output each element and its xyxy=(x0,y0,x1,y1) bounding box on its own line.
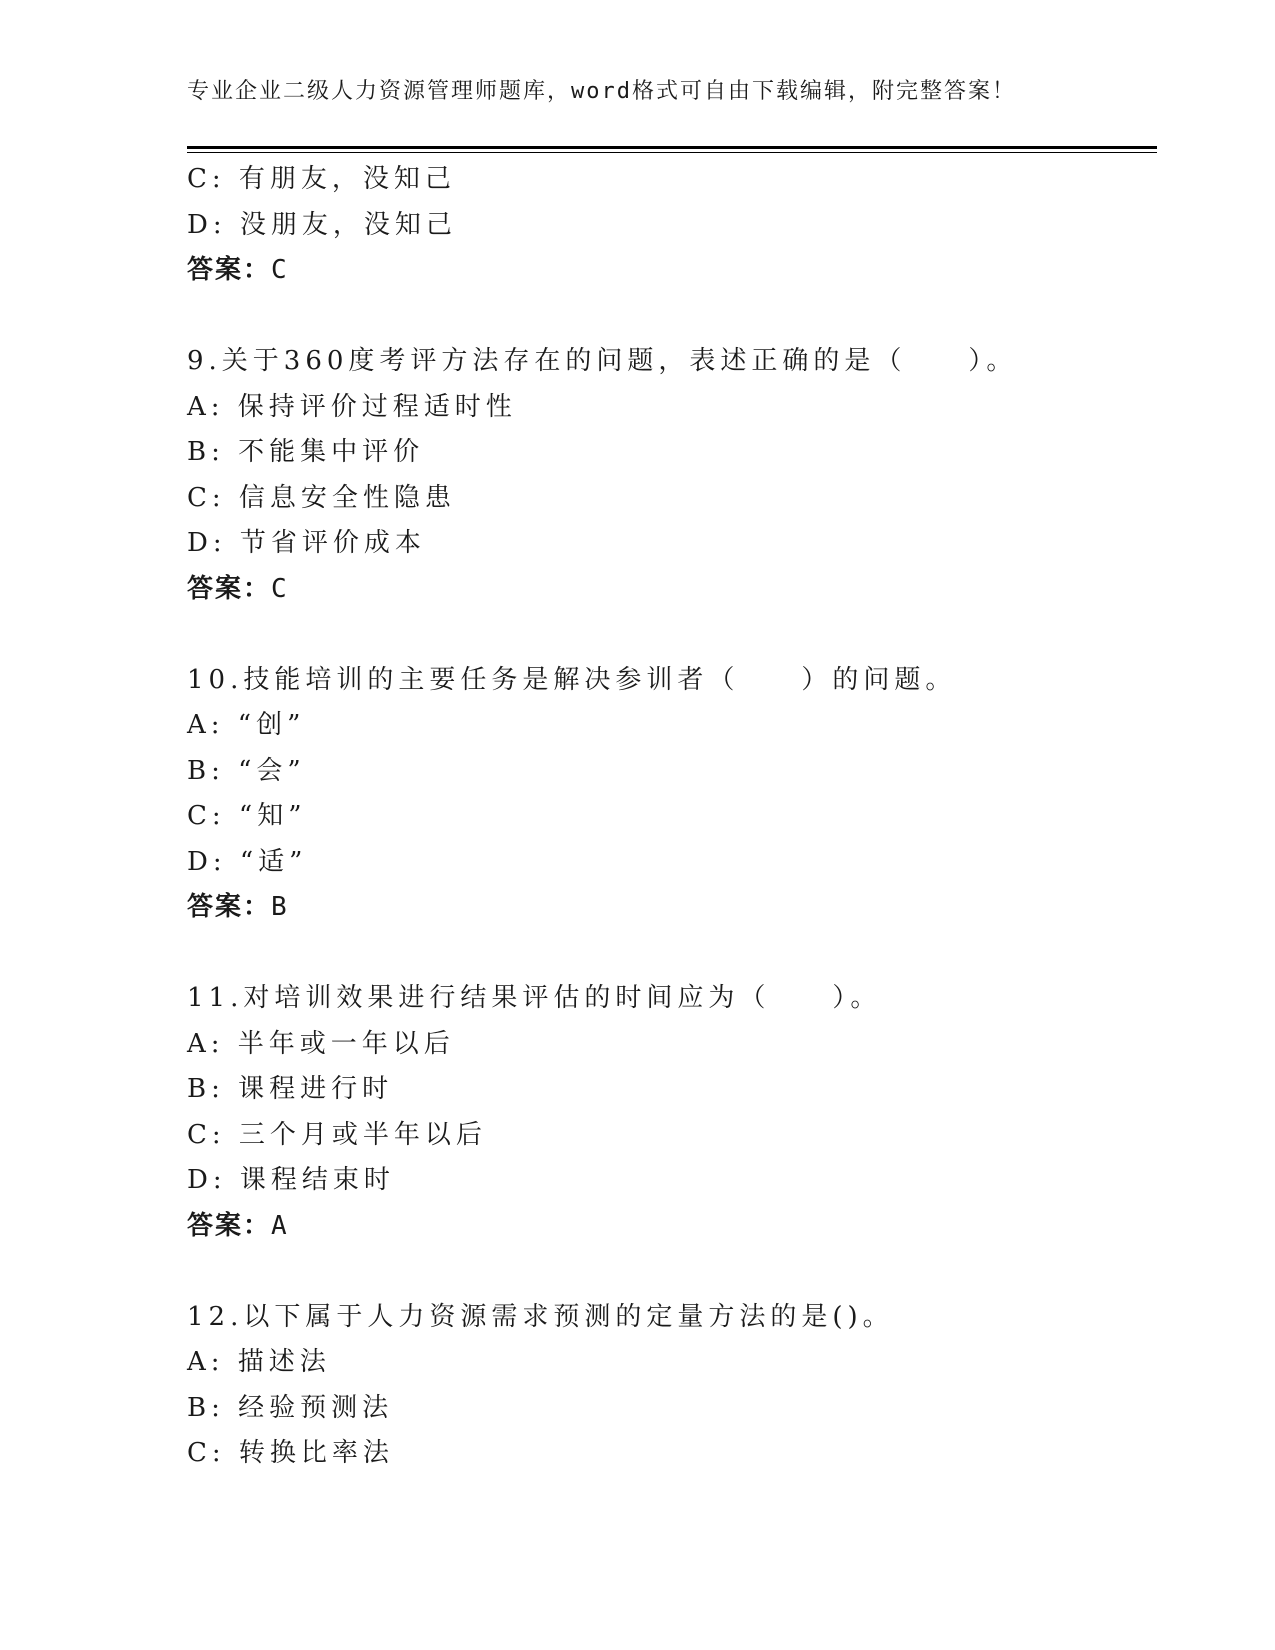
answer-label: 答案： xyxy=(187,892,272,922)
option-d: D: 没朋友，没知己 xyxy=(187,209,457,240)
answer-line xyxy=(187,248,1157,294)
option-c: C: 转换比率法 xyxy=(187,1438,394,1468)
option-c: C: “知” xyxy=(187,801,307,831)
option-a: A: 半年或一年以后 xyxy=(187,1028,455,1059)
answer-line xyxy=(187,885,1157,931)
option-a: A: 保持评价过程适时性 xyxy=(187,391,517,422)
answer-value: A xyxy=(271,1210,289,1241)
option-a: A: 描述法 xyxy=(187,1347,331,1377)
option-b: B: “会” xyxy=(187,755,306,786)
answer-value: C xyxy=(271,255,289,285)
option-d: D: 课程结束时 xyxy=(187,1165,395,1195)
question-stem: 12.以下属于人力资源需求预测的定量方法的是()。 xyxy=(187,1301,894,1332)
option-b: B: 经验预测法 xyxy=(187,1392,394,1423)
header-rule-thin xyxy=(187,152,1157,153)
answer-label: 答案： xyxy=(187,255,272,285)
question-stem: 10.技能培训的主要任务是解决参训者（ ）的问题。 xyxy=(187,664,957,695)
question-stem: 9.关于360度考评方法存在的问题，表述正确的是（ ）。 xyxy=(187,346,1018,376)
question-stem: 11.对培训效果进行结果评估的时间应为（ ）。 xyxy=(187,983,882,1013)
answer-line xyxy=(187,567,1157,613)
option-d: D: 节省评价成本 xyxy=(187,528,426,558)
option-c: C: 信息安全性隐患 xyxy=(187,482,456,513)
option-d: D: “适” xyxy=(187,846,308,877)
option-c: C: 三个月或半年以后 xyxy=(187,1119,487,1150)
option-b: B: 不能集中评价 xyxy=(187,437,425,467)
option-c: C: 有朋友，没知己 xyxy=(187,164,456,194)
header-rule-thick xyxy=(187,146,1157,149)
answer-value: B xyxy=(271,892,289,922)
option-b: B: 课程进行时 xyxy=(187,1074,394,1104)
page-header: 专业企业二级人力资源管理师题库，word格式可自由下载编辑，附完整答案！ xyxy=(187,79,1016,104)
question-content xyxy=(187,157,1157,1477)
answer-label: 答案： xyxy=(187,1210,272,1241)
option-a: A: “创” xyxy=(187,710,306,740)
answer-value: C xyxy=(271,573,289,604)
answer-line xyxy=(187,1204,1157,1250)
answer-label: 答案： xyxy=(187,573,272,604)
